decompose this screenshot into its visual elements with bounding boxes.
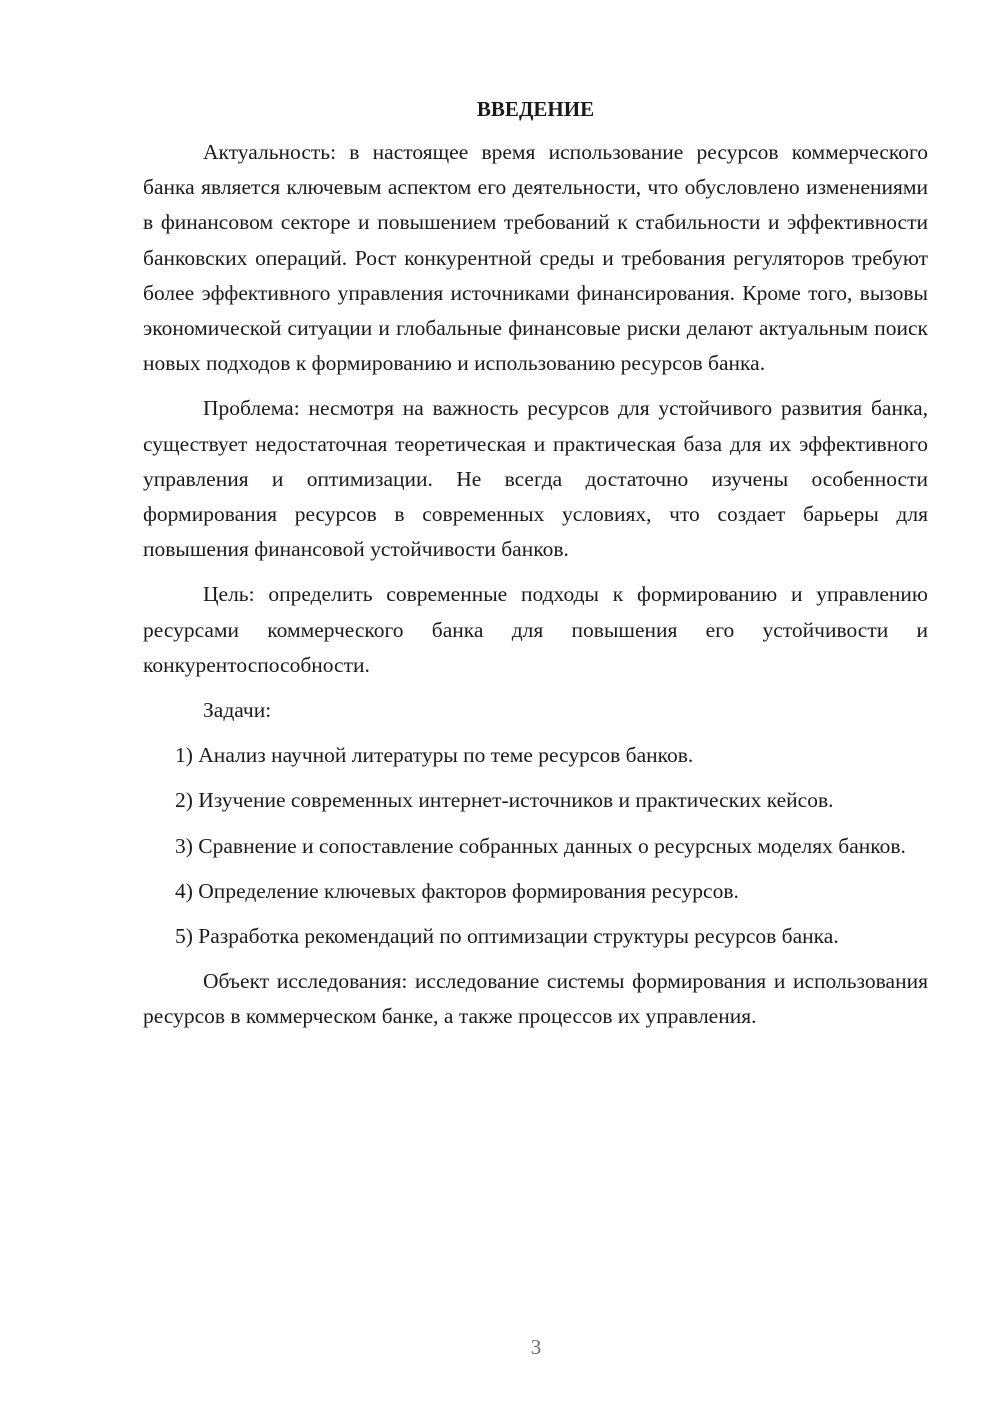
paragraph-object: Объект исследования: исследование системы формирования и использования ресурсов в коммерческом банке, а также процессов их управления. [143,969,928,1029]
task-item-4: 4) Определение ключевых факторов формирования ресурсов. [175,878,739,903]
paragraph-goal: Цель: определить современные подходы к формированию и управлению ресурсами коммерческого банка для повышения его устойчивости и конкурентоспособности. [143,582,928,677]
task-item-2: 2) Изучение современных интернет-источников и практических кейсов. [175,788,834,813]
task-item-5: 5) Разработка рекомендаций по оптимизации структуры ресурсов банка. [175,924,839,949]
page-content [143,92,928,1045]
task-list [143,738,928,954]
page-number: 3 [530,1335,542,1359]
task-item-1: 1) Анализ научной литературы по теме ресурсов банков. [175,743,694,768]
paragraph-relevance: Актуальность: в настоящее время использование ресурсов коммерческого банка является ключевым аспектом его деятельности, что обусловлено изменениями в финансовом секторе и повышением требований к стабильности и эффективности банковских операций. Рост конкурентной среды и требования регуляторов требуют более эффективного управления источниками финансирования. Кроме того, вызовы экономической ситуации и глобальные финансовые риски делают актуальным поиск новых подходов к формированию и использованию ресурсов банка. [143,140,928,376]
paragraph-problem: Проблема: несмотря на важность ресурсов для устойчивого развития банка, существует недостаточная теоретическая и практическая база для их эффективного управления и оптимизации. Не всегда достаточно изучены особенности формирования ресурсов в современных условиях, что создает барьеры для повышения финансовой устойчивости банков. [143,396,928,562]
task-item-3: 3) Сравнение и сопоставление собранных данных о ресурсных моделях банков. [175,833,906,858]
section-heading: ВВЕДЕНИЕ [476,97,595,121]
tasks-label: Задачи: [203,698,272,723]
